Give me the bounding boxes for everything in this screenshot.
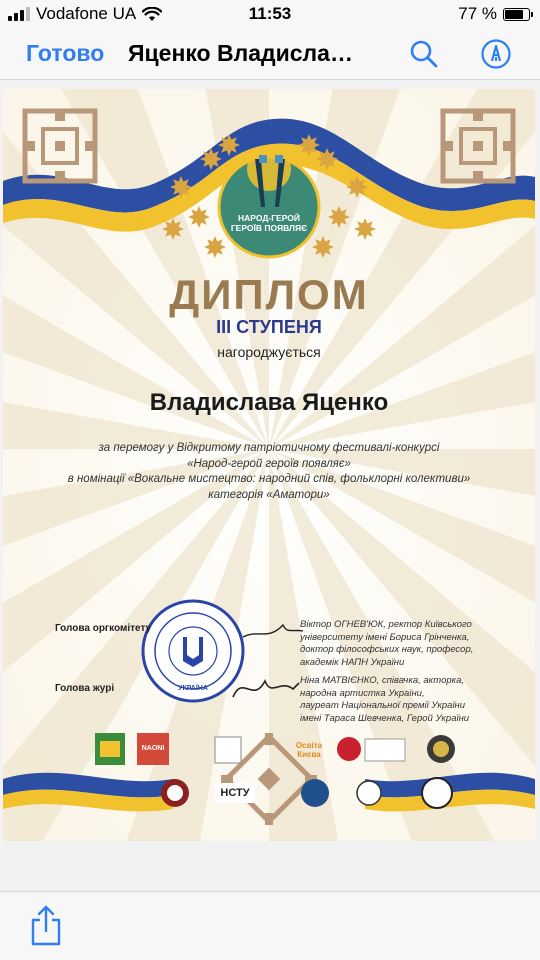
- star-medallion: [354, 218, 376, 240]
- star-medallion: [188, 206, 210, 228]
- document-viewer[interactable]: [0, 81, 540, 891]
- done-button[interactable]: Готово: [26, 40, 105, 66]
- awarded-text: нагороджується: [217, 344, 321, 360]
- clock: 11:53: [248, 4, 292, 23]
- recipient-name: Владислава Яценко: [149, 389, 389, 416]
- logo-naoni: NAONI: [141, 745, 165, 752]
- jury-person-line: лауреат Національної премії України: [300, 700, 466, 711]
- org-person-line: університету імені Бориса Грінченка,: [300, 631, 470, 643]
- emblem-title-line2: ГЕРОЇВ ПОЯВЛЯЄ: [230, 223, 308, 233]
- star-medallion: [298, 134, 320, 156]
- carrier-name: Vodafone UA: [36, 4, 137, 23]
- star-medallion: [200, 148, 222, 170]
- org-committee-label: Голова оргкомітету: [55, 623, 152, 634]
- org-person-line: Віктор ОГНЕВ'ЮК, ректор Київського: [300, 619, 472, 630]
- star-medallion: [316, 148, 338, 170]
- status-bar: [0, 0, 540, 30]
- star-medallion: [162, 218, 184, 240]
- award-reason: [3, 441, 535, 503]
- org-person-line: академік НАПН України: [300, 656, 405, 668]
- org-person-line: доктор філософських наук, професор,: [300, 644, 474, 655]
- emblem-title-line1: НАРОД-ГЕРОЙ: [238, 213, 300, 223]
- star-medallion: [204, 236, 226, 258]
- reason-line: в номінації «Вокальне мистецтво: народний спів, фольклорні колективи»: [67, 473, 471, 485]
- star-medallion: [170, 176, 192, 198]
- logo-osvita-kyieva: Освіта Києва: [295, 741, 323, 759]
- org-person-details: [300, 619, 500, 669]
- status-right: [458, 4, 530, 24]
- jury-person-line: імені Тараса Шевченка, Герой України: [300, 712, 470, 724]
- jury-person-details: [300, 675, 500, 725]
- star-medallion: [346, 176, 368, 198]
- seal-country: УКРАЇНА: [178, 685, 208, 692]
- diploma-page: [3, 89, 535, 841]
- battery-level: [505, 10, 523, 19]
- jury-head-label: Голова журі: [55, 683, 115, 694]
- reason-line: «Народ-герой героїв появляє»: [187, 457, 351, 470]
- battery-icon: [503, 8, 530, 21]
- bottom-toolbar: [0, 891, 540, 960]
- star-medallion: [218, 134, 240, 156]
- reason-line: за перемогу у Відкритому патріотичному фестивалі-конкурсі: [98, 442, 440, 454]
- reason-line: категорія «Аматори»: [208, 488, 330, 501]
- star-medallion: [328, 206, 350, 228]
- share-icon[interactable]: [26, 904, 66, 948]
- logo-nstu: НСТУ: [220, 787, 250, 799]
- markup-pen-icon[interactable]: [480, 38, 512, 70]
- navigation-bar: [0, 30, 540, 80]
- star-medallion: [312, 236, 334, 258]
- jury-person-line: Ніна МАТВІЄНКО, співачка, акторка,: [300, 675, 465, 686]
- diploma-title: ДИПЛОМ: [169, 271, 369, 318]
- search-icon[interactable]: [408, 38, 440, 70]
- document-title: Яценко Владисла…: [128, 40, 353, 66]
- jury-person-line: народна артистка України,: [300, 687, 425, 699]
- battery-percent: 77 %: [458, 4, 497, 23]
- diploma-degree: ІІІ СТУПЕНЯ: [216, 317, 322, 337]
